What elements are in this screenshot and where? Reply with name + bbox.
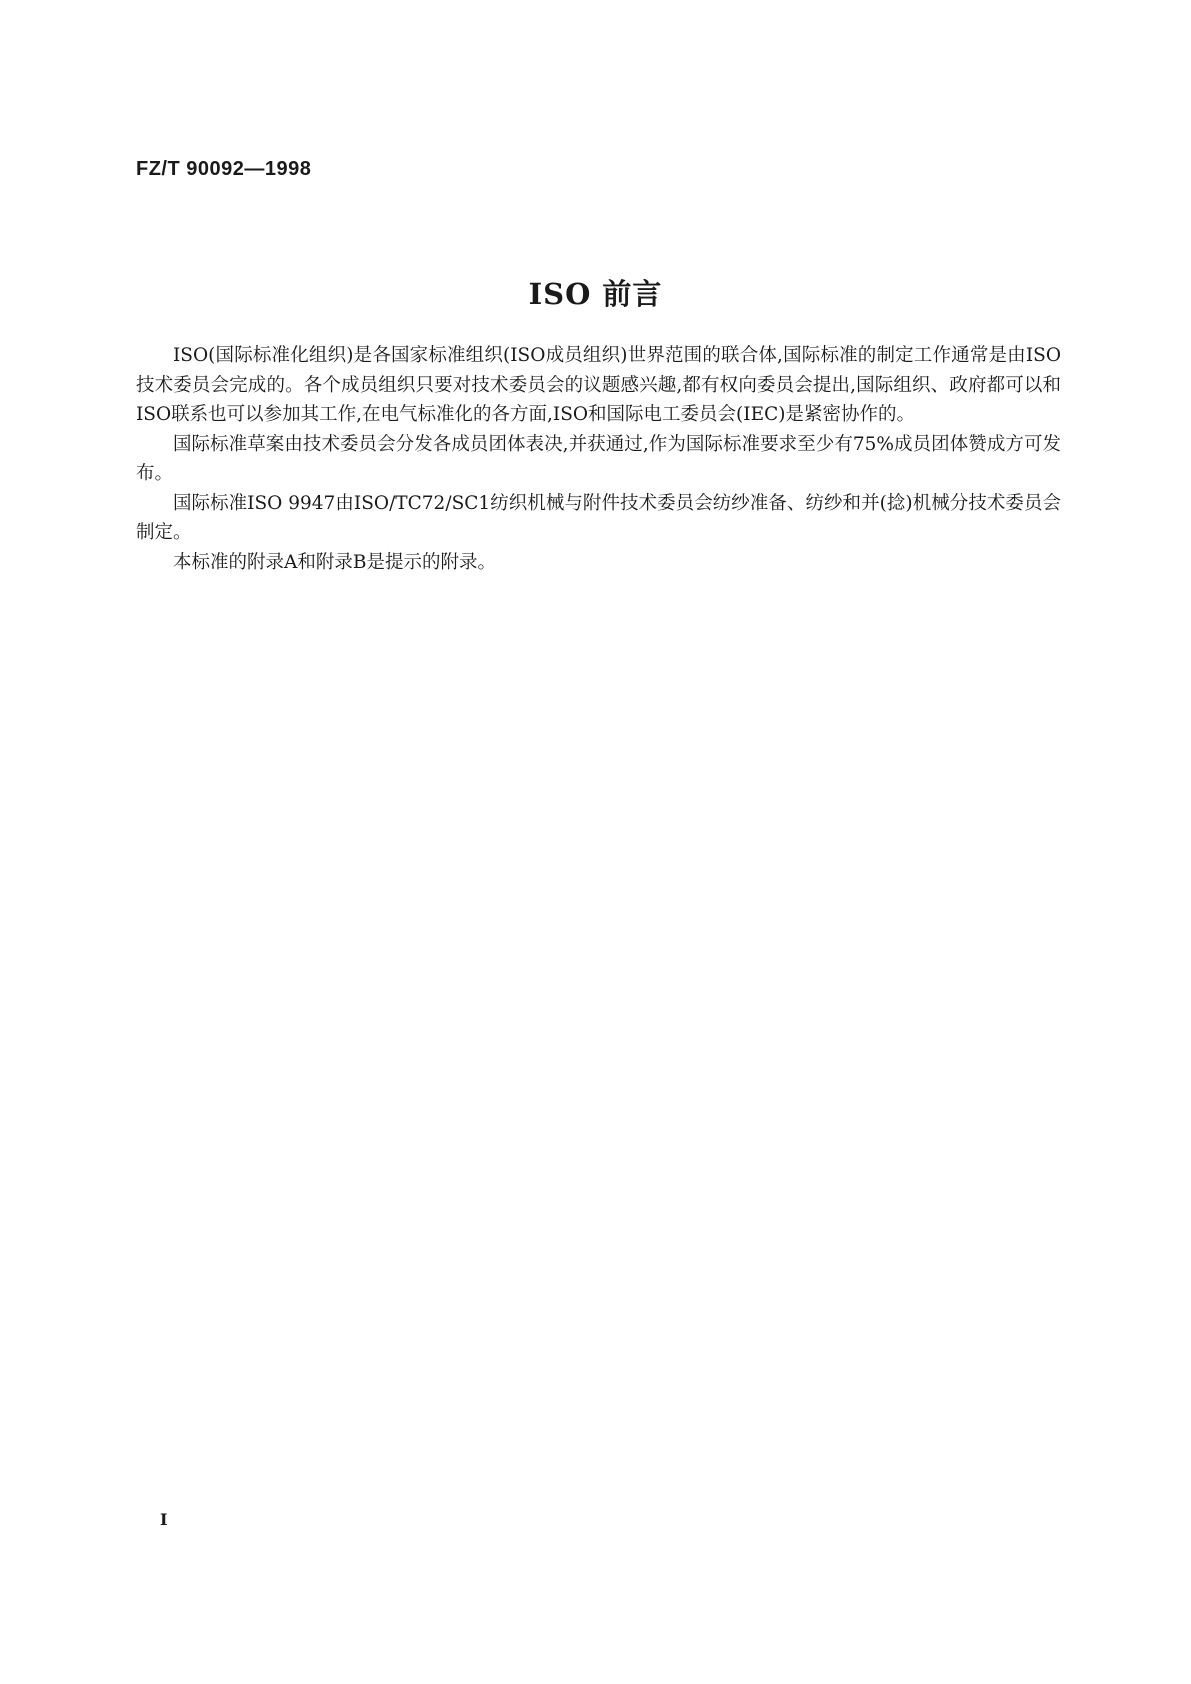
paragraph-voting: 国际标准草案由技术委员会分发各成员团体表决,并获通过,作为国际标准要求至少有75%成员团体赞成方可发布。 [136, 433, 1061, 484]
paragraph-committee: 国际标准ISO 9947由ISO/TC72/SC1纺织机械与附件技术委员会纺纱准备、纺纱和并(捻)机械分技术委员会制定。 [136, 492, 1061, 543]
page-title: ISO 前言 [528, 277, 663, 311]
page-number: I [160, 1510, 168, 1529]
paragraph-iso-intro: ISO(国际标准化组织)是各国家标准组织(ISO成员组织)世界范围的联合体,国际标准的制定工作通常是由ISO技术委员会完成的。各个成员组织只要对技术委员会的议题感兴趣,都有权向委员会提出,国际组织、政府都可以和ISO联系也可以参加其工作,在电气标准化的各方面,ISO和国际电工委员会(IEC)是紧密协作的。 [136, 345, 1061, 425]
body-text [136, 341, 1061, 577]
paragraph-appendix: 本标准的附录A和附录B是提示的附录。 [173, 551, 496, 573]
standard-number: FZ/T 90092—1998 [136, 158, 312, 180]
